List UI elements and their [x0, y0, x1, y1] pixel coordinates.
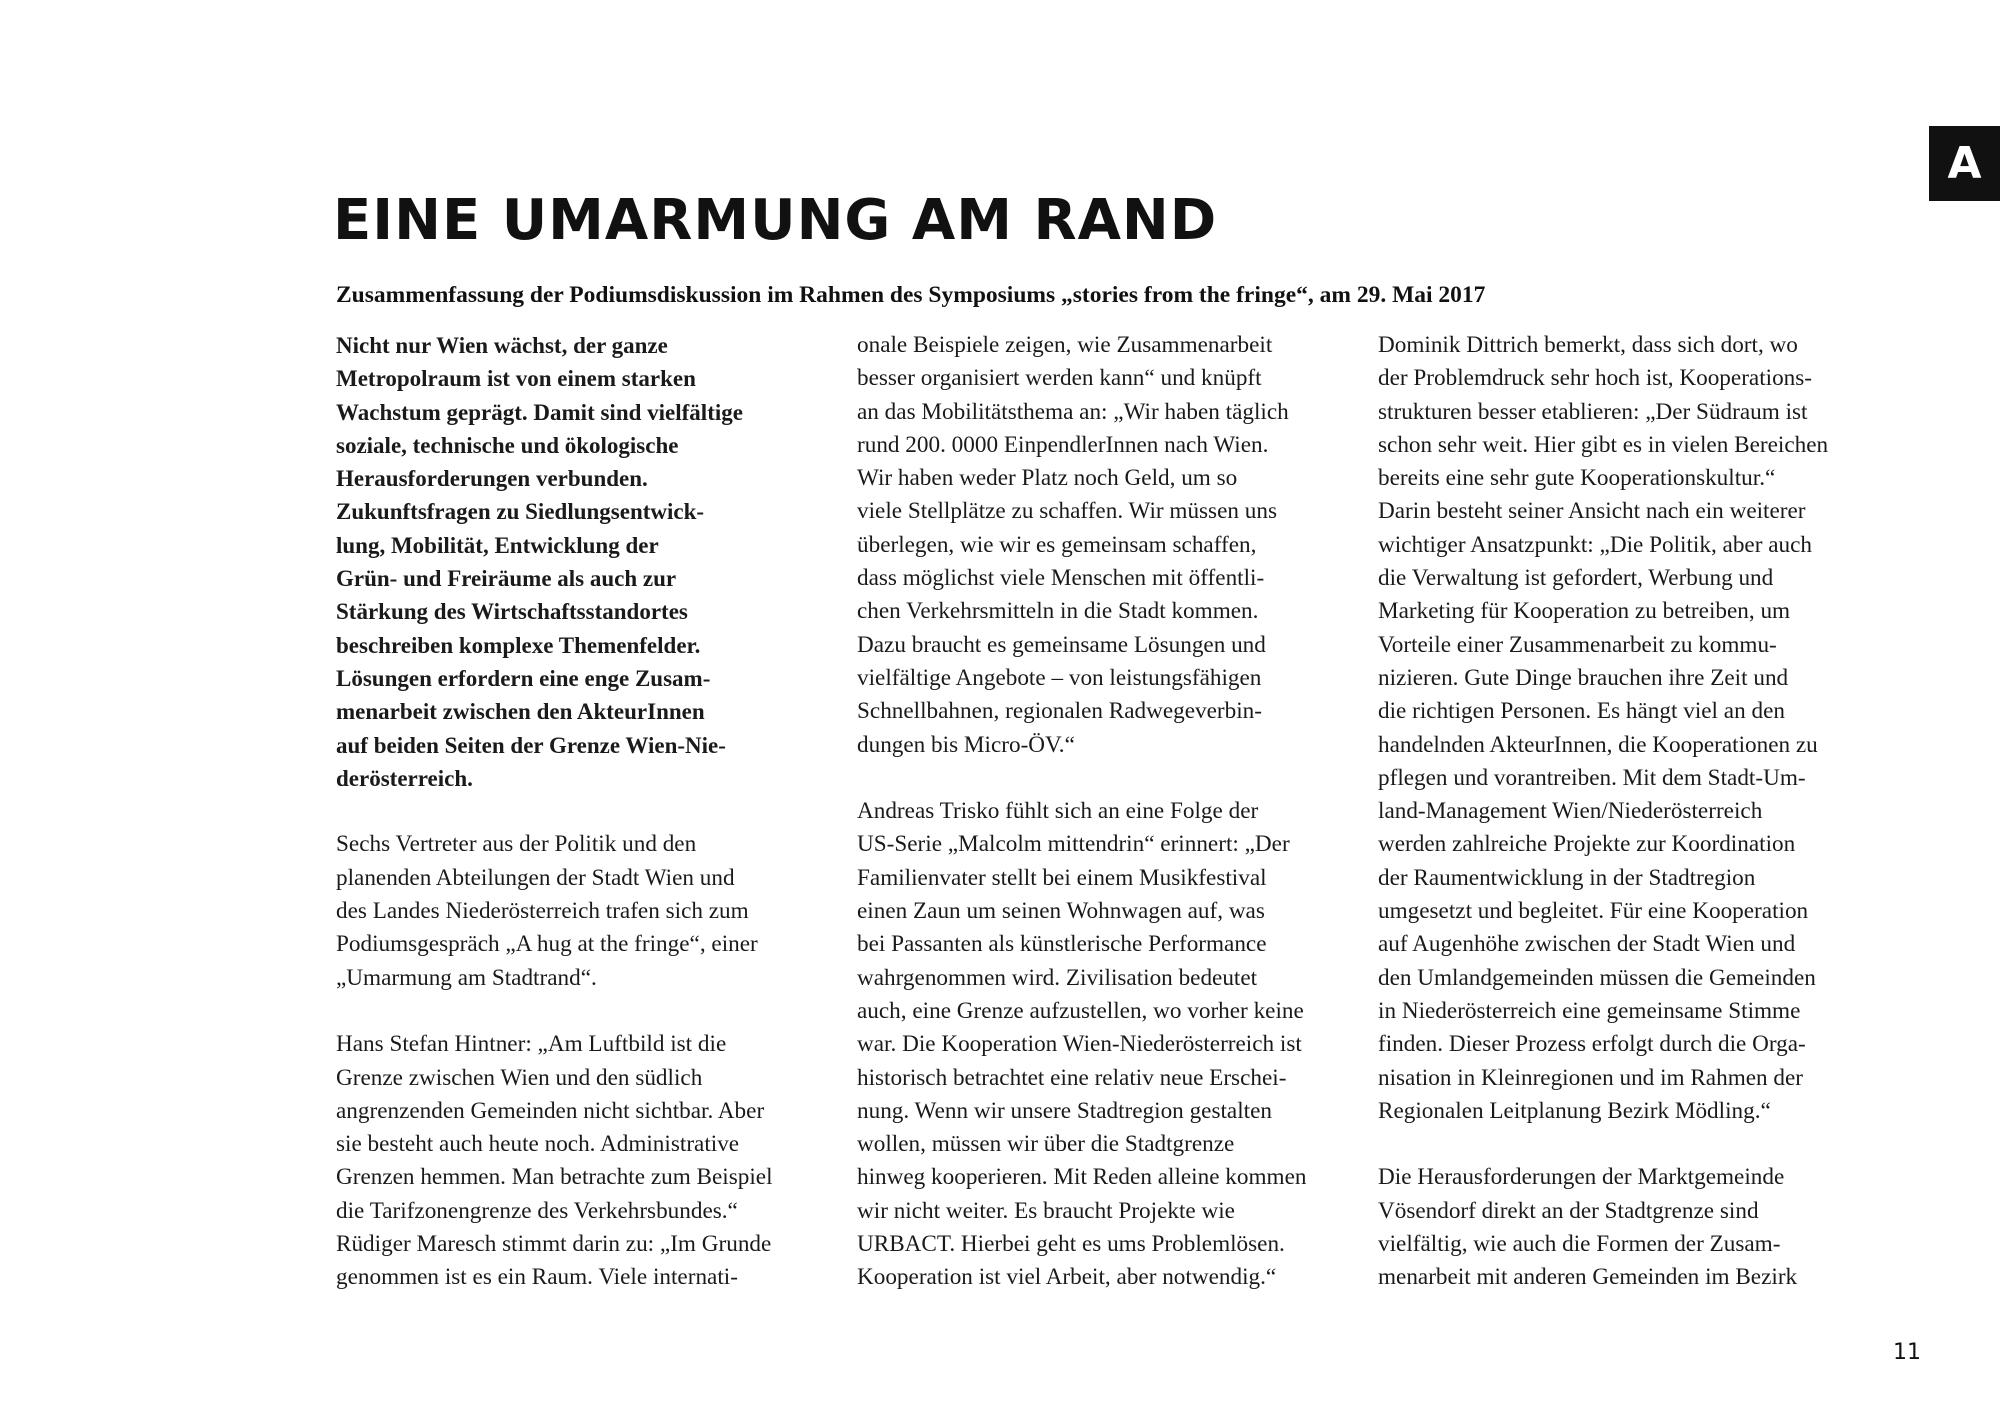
- body-text-line: einen Zaun um seinen Wohnwagen auf, was: [857, 898, 1265, 925]
- section-tab: [1929, 126, 2000, 201]
- page-number: 11: [1893, 1340, 1921, 1365]
- body-text-line: vielfältige Angebote – von leistungsfähigen: [857, 664, 1262, 691]
- body-text-line: finden. Dieser Prozess erfolgt durch die Orga-: [1378, 1031, 1806, 1058]
- body-text-line: Grenzen hemmen. Man betrachte zum Beispiel: [336, 1164, 773, 1191]
- body-text-line: handelnden AkteurInnen, die Kooperationen zu: [1378, 731, 1818, 758]
- body-text-line: Dominik Dittrich bemerkt, dass sich dort, wo: [1378, 332, 1798, 358]
- lead-text-line: Stärkung des Wirtschaftsstandortes: [336, 599, 688, 625]
- body-text-line: überlegen, wie wir es gemeinsam schaffen,: [857, 531, 1257, 558]
- body-text-line: den Umlandgemeinden müssen die Gemeinden: [1378, 964, 1816, 991]
- body-text-line: der Raumentwicklung in der Stadtregion: [1378, 864, 1756, 891]
- lead-text-line: soziale, technische und ökologische: [336, 432, 679, 458]
- body-text-line: „Umarmung am Stadtrand“.: [336, 964, 597, 991]
- lead-text-line: lung, Mobilität, Entwicklung der: [336, 532, 659, 558]
- body-text-line: angrenzenden Gemeinden nicht sichtbar. Aber: [336, 1097, 765, 1124]
- body-text-line: chen Verkehrsmitteln in die Stadt kommen.: [857, 598, 1259, 625]
- body-text-line: auf Augenhöhe zwischen der Stadt Wien und: [1378, 931, 1796, 958]
- body-text-line: werden zahlreiche Projekte zur Koordination: [1378, 831, 1796, 858]
- body-text-line: bei Passanten als künstlerische Performance: [857, 931, 1267, 958]
- body-text-line: viele Stellplätze zu schaffen. Wir müssen uns: [857, 498, 1277, 525]
- body-text-line: Marketing für Kooperation zu betreiben, um: [1378, 598, 1791, 625]
- lead-text-line: Lösungen erfordern eine enge Zusam-: [336, 665, 711, 691]
- section-letter: A: [1947, 138, 1982, 189]
- body-text-line: des Landes Niederösterreich trafen sich zum: [336, 898, 749, 925]
- body-text-line: genommen ist es ein Raum. Viele internati-: [336, 1264, 738, 1291]
- body-text-line: Podiumsgespräch „A hug at the fringe“, einer: [336, 931, 758, 958]
- body-text-line: dass möglichst viele Menschen mit öffentli-: [857, 565, 1265, 592]
- body-text-line: dungen bis Micro-ÖV.“: [857, 731, 1075, 758]
- body-text-line: sie besteht auch heute noch. Administrative: [336, 1131, 740, 1158]
- lead-text-line: auf beiden Seiten der Grenze Wien-Nie-: [336, 732, 726, 758]
- body-text-line: Sechs Vertreter aus der Politik und den: [336, 831, 697, 858]
- body-text-line: Vösendorf direkt an der Stadtgrenze sind: [1378, 1197, 1759, 1224]
- body-text-line: bereits eine sehr gute Kooperationskultur.“: [1378, 465, 1776, 492]
- body-text-line: die richtigen Personen. Es hängt viel an den: [1378, 698, 1785, 725]
- body-text-line: Kooperation ist viel Arbeit, aber notwendig.“: [857, 1264, 1277, 1291]
- text-column-3: [1378, 329, 1878, 1295]
- body-text-line: wollen, müssen wir über die Stadtgrenze: [857, 1131, 1235, 1158]
- lead-text-line: Metropolraum ist von einem starken: [336, 366, 696, 392]
- body-text-line: wahrgenommen wird. Zivilisation bedeutet: [857, 964, 1258, 991]
- body-text-line: onale Beispiele zeigen, wie Zusammenarbeit: [857, 332, 1273, 358]
- body-text-line: auch, eine Grenze aufzustellen, wo vorher keine: [857, 997, 1304, 1024]
- body-text-line: in Niederösterreich eine gemeinsame Stimme: [1378, 997, 1801, 1024]
- body-text-line: wichtiger Ansatzpunkt: „Die Politik, aber auch: [1378, 531, 1813, 558]
- body-text-line: schon sehr weit. Hier gibt es in vielen Bereichen: [1378, 431, 1829, 458]
- body-text-line: nizieren. Gute Dinge brauchen ihre Zeit und: [1378, 664, 1789, 691]
- body-text-line: besser organisiert werden kann“ und knüpft: [857, 365, 1262, 392]
- lead-text-line: derösterreich.: [336, 765, 473, 791]
- body-text-line: umgesetzt und begleitet. Für eine Kooperation: [1378, 898, 1809, 925]
- lead-text-line: menarbeit zwischen den AkteurInnen: [336, 699, 705, 725]
- body-text-line: der Problemdruck sehr hoch ist, Kooperations-: [1378, 365, 1813, 392]
- body-text-line: pflegen und vorantreiben. Mit dem Stadt-Um-: [1378, 764, 1806, 791]
- body-text-line: Dazu braucht es gemeinsame Lösungen und: [857, 631, 1266, 658]
- body-text-line: Familienvater stellt bei einem Musikfestival: [857, 864, 1267, 891]
- lead-text-line: Wachstum geprägt. Damit sind vielfältige: [336, 399, 743, 425]
- paragraph-gap: [336, 795, 836, 828]
- body-text-line: Vorteile einer Zusammenarbeit zu kommu-: [1378, 631, 1777, 658]
- paragraph-gap: [336, 995, 836, 1028]
- text-column-2: [857, 329, 1357, 1295]
- body-text-line: wir nicht weiter. Es braucht Projekte wie: [857, 1197, 1235, 1224]
- body-text-line: Die Herausforderungen der Marktgemeinde: [1378, 1164, 1785, 1191]
- page-subtitle: Zusammenfassung der Podiumsdiskussion im Rahmen des Symposiums „stories from the fringe“, am 29. Mai 2017: [336, 282, 1486, 308]
- body-text-line: Darin besteht seiner Ansicht nach ein weiterer: [1378, 498, 1806, 525]
- lead-text-line: Nicht nur Wien wächst, der ganze: [336, 333, 668, 358]
- body-text-line: nisation in Kleinregionen und im Rahmen der: [1378, 1064, 1804, 1091]
- body-text-line: US-Serie „Malcolm mittendrin“ erinnert: „Der: [857, 831, 1290, 858]
- body-text-line: Wir haben weder Platz noch Geld, um so: [857, 465, 1238, 492]
- body-text-line: planenden Abteilungen der Stadt Wien und: [336, 864, 735, 891]
- body-text-line: die Verwaltung ist gefordert, Werbung und: [1378, 565, 1774, 592]
- body-text-line: Andreas Trisko fühlt sich an eine Folge der: [857, 798, 1259, 825]
- body-text-line: URBACT. Hierbei geht es ums Problemlösen.: [857, 1231, 1285, 1258]
- lead-text-line: Herausforderungen verbunden.: [336, 466, 648, 492]
- body-text-line: Regionalen Leitplanung Bezirk Mödling.“: [1378, 1097, 1771, 1124]
- body-text-line: strukturen besser etablieren: „Der Südraum ist: [1378, 398, 1808, 425]
- paragraph-gap: [857, 762, 1357, 795]
- body-text-line: nung. Wenn wir unsere Stadtregion gestalten: [857, 1097, 1272, 1124]
- text-column-1: [336, 329, 836, 1295]
- body-text-line: rund 200. 0000 EinpendlerInnen nach Wien.: [857, 431, 1269, 458]
- body-text-line: historisch betrachtet eine relativ neue Erschei-: [857, 1064, 1287, 1091]
- body-text-line: Schnellbahnen, regionalen Radwegeverbin-: [857, 698, 1262, 725]
- body-text-line: Hans Stefan Hintner: „Am Luftbild ist die: [336, 1031, 727, 1058]
- body-text-line: an das Mobilitätsthema an: „Wir haben täglich: [857, 398, 1289, 425]
- body-text-line: menarbeit mit anderen Gemeinden im Bezirk: [1378, 1264, 1798, 1291]
- body-text-line: war. Die Kooperation Wien-Niederösterreich ist: [857, 1031, 1302, 1058]
- lead-text-line: Grün- und Freiräume als auch zur: [336, 566, 677, 592]
- body-text-line: vielfältig, wie auch die Formen der Zusam-: [1378, 1231, 1781, 1258]
- lead-text-line: Zukunftsfragen zu Siedlungsentwick-: [336, 499, 705, 525]
- body-text-line: Grenze zwischen Wien und den südlich: [336, 1064, 703, 1091]
- body-text-line: hinweg kooperieren. Mit Reden alleine kommen: [857, 1164, 1307, 1191]
- paragraph-gap: [1378, 1128, 1878, 1161]
- body-text-line: Rüdiger Maresch stimmt darin zu: „Im Grunde: [336, 1231, 772, 1258]
- body-text-line: land-Management Wien/Niederösterreich: [1378, 798, 1763, 825]
- lead-text-line: beschreiben komplexe Themenfelder.: [336, 632, 701, 658]
- page-title: EINE UMARMUNG AM RAND: [333, 188, 1218, 253]
- body-text-line: die Tarifzonengrenze des Verkehrsbundes.“: [336, 1197, 738, 1224]
